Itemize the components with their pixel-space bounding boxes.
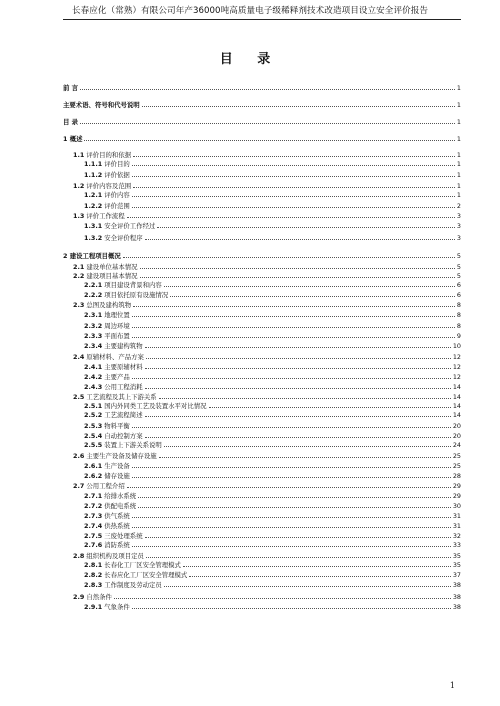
toc-leader-dots	[159, 456, 451, 458]
toc-leader-dots	[133, 305, 455, 307]
toc-entry-label	[84, 291, 168, 299]
toc-entry-number: 2.3.4	[84, 342, 103, 350]
toc-entry-text: 工艺流程简述	[104, 411, 143, 419]
toc-entry-number: 2.5	[73, 393, 85, 401]
toc-entry-text: 评价目的	[104, 160, 130, 168]
toc-leader-dots	[133, 155, 455, 157]
toc-entry-text: 组织机构及项目定员	[86, 552, 144, 560]
toc-entry-number: 2.5.3	[84, 422, 103, 430]
toc-entry-text: 装置上下游关系说明	[104, 441, 162, 449]
toc-entry-label	[84, 502, 136, 510]
toc-entry-label	[84, 522, 130, 530]
toc-entry-number: 2.6.1	[84, 462, 103, 470]
toc-entry-label	[84, 411, 143, 419]
toc-entry[interactable]	[63, 500, 461, 510]
toc-entry-number: 2.5.4	[84, 432, 103, 440]
toc-entry-page: 38	[452, 603, 461, 611]
toc-entry-text: 长春化工厂区安全管理模式	[104, 561, 181, 569]
toc-entry-page: 3	[456, 212, 461, 220]
toc-entry-label	[73, 353, 144, 361]
toc-entry-page: 32	[452, 532, 461, 540]
toc-entry[interactable]	[63, 250, 461, 260]
toc-entry-label	[84, 202, 130, 210]
toc-entry-page: 25	[452, 462, 461, 470]
page-title: 目 录	[219, 52, 281, 67]
toc-entry-text: 安全评价工作经过	[104, 222, 156, 230]
toc-entry-page: 20	[452, 432, 461, 440]
toc-entry-text: 项目依托原有设施情况	[104, 291, 169, 299]
toc-entry-label	[84, 332, 130, 340]
toc-entry-page: 10	[452, 342, 461, 350]
toc-entry-label	[84, 512, 130, 520]
toc-entry-page: 25	[452, 452, 461, 460]
toc-entry[interactable]	[63, 559, 461, 569]
toc-entry-page: 37	[452, 571, 461, 579]
toc-entry[interactable]	[63, 330, 461, 340]
toc-entry-page: 14	[452, 411, 461, 419]
toc-entry-page: 38	[452, 593, 461, 601]
toc-entry[interactable]	[63, 158, 461, 168]
toc-leader-dots	[127, 486, 451, 488]
toc-leader-dots	[145, 238, 455, 240]
toc-entry-page: 1	[456, 171, 461, 179]
toc-entry-page: 3	[456, 222, 461, 230]
toc-entry-label	[84, 492, 136, 500]
toc-entry[interactable]	[63, 361, 461, 371]
toc-leader-dots	[114, 597, 451, 599]
toc-entry-text: 供热系统	[104, 522, 130, 530]
toc-entry[interactable]	[63, 279, 461, 289]
toc-entry-page: 8	[456, 301, 461, 309]
toc-leader-dots	[157, 226, 455, 228]
toc-entry-number: 2.8.1	[84, 561, 103, 569]
toc-leader-dots	[159, 397, 451, 399]
toc-entry-text: 储存设施	[104, 472, 130, 480]
toc-entry-label	[84, 311, 130, 319]
toc-entry-number: 2.8.3	[84, 581, 103, 589]
toc-entry-label	[63, 84, 78, 92]
toc-entry-number: 2.5.1	[84, 402, 103, 410]
toc-entry-page: 1	[456, 84, 461, 92]
toc-leader-dots	[140, 267, 455, 269]
toc-entry-label	[84, 373, 130, 381]
toc-entry-text: 总图及建构筑物	[86, 301, 132, 309]
toc-entry-page: 1	[456, 135, 461, 143]
toc-leader-dots	[145, 436, 451, 438]
toc-entry[interactable]	[63, 189, 461, 199]
toc-leader-dots	[189, 575, 451, 577]
toc-entry-page: 35	[452, 552, 461, 560]
toc-entry-number: 2.7.4	[84, 522, 103, 530]
toc-entry[interactable]	[63, 409, 461, 419]
toc-leader-dots	[127, 216, 455, 218]
toc-entry-page: 8	[456, 322, 461, 330]
toc-entry-number: 2.4.2	[84, 373, 103, 381]
toc-leader-dots	[123, 256, 455, 258]
toc-entry[interactable]	[63, 470, 461, 480]
toc-entry-page: 1	[456, 160, 461, 168]
toc-entry-text: 主要原辅材料	[104, 363, 143, 371]
toc-leader-dots	[145, 387, 451, 389]
toc-entry-text: 给排水系统	[104, 492, 137, 500]
toc-entry-text: 评价范围	[104, 202, 130, 210]
toc-entry-text: 项目建设背景和内容	[104, 281, 162, 289]
toc-entry-text: 物料平衡	[104, 422, 130, 430]
toc-entry-label	[84, 160, 130, 168]
toc-entry-number: 2.9.1	[84, 603, 103, 611]
toc-entry-text: 建设项目基本情况	[86, 272, 138, 280]
toc-leader-dots	[132, 516, 451, 518]
toc-entry-label	[63, 135, 82, 143]
toc-entry-number: 1.3	[73, 212, 85, 220]
page-number: 1	[449, 681, 455, 690]
toc-entry-text: 主要产品	[104, 373, 130, 381]
toc-leader-dots	[164, 445, 451, 447]
toc-leader-dots	[183, 565, 451, 567]
running-header: 长春应化（常熟）有限公司年产36000吨高质量电子级稀释剂技术改造项目设立安全评价报告	[71, 6, 429, 16]
toc-leader-dots	[138, 496, 451, 498]
toc-entry-text: 安全评价程序	[104, 234, 143, 242]
toc-leader-dots	[80, 88, 455, 90]
toc-entry-label	[73, 301, 131, 309]
toc-entry-text: 评价内容及范围	[86, 182, 132, 190]
toc-leader-dots	[132, 426, 451, 428]
toc-entry-text: 消防系统	[104, 541, 130, 549]
toc-entry-number: 2.7.6	[84, 541, 103, 549]
toc-entry-text: 自然条件	[86, 593, 112, 601]
toc-entry-page: 5	[456, 263, 461, 271]
toc-entry-text: 周边环境	[104, 322, 130, 330]
toc-leader-dots	[80, 122, 455, 124]
toc-leader-dots	[132, 195, 455, 197]
toc-entry-number: 2.3	[73, 301, 85, 309]
toc-entry-page: 30	[452, 502, 461, 510]
toc-entry-page: 2	[456, 202, 461, 210]
toc-entry-page: 33	[452, 541, 461, 549]
toc-leader-dots	[164, 285, 455, 287]
toc-entry-label	[84, 603, 130, 611]
toc-entry-page: 1	[456, 118, 461, 126]
toc-entry-text: 国内外同类工艺及装置水平对比情况	[104, 402, 207, 410]
toc-entry-page: 5	[456, 252, 461, 260]
toc-leader-dots	[209, 406, 451, 408]
toc-entry-text: 供配电系统	[104, 502, 137, 510]
toc-entry-number: 2.9	[73, 593, 85, 601]
toc-leader-dots	[132, 545, 451, 547]
toc-entry-text: 主要建构筑物	[104, 342, 143, 350]
toc-entry-text: 工艺流程及其上下游关系	[86, 393, 157, 401]
toc-entry-number: 2.2.2	[84, 291, 103, 299]
toc-entry-text: 平面布置	[104, 332, 130, 340]
toc-leader-dots	[142, 105, 455, 107]
toc-entry-text: 概述	[69, 135, 83, 143]
toc-entry[interactable]	[63, 520, 461, 530]
toc-entry-text: 气象条件	[104, 603, 130, 611]
toc-entry-number: 2.7.3	[84, 512, 103, 520]
toc-entry-text: 地理位置	[104, 311, 130, 319]
toc-entry-page: 28	[452, 472, 461, 480]
toc-entry[interactable]	[63, 99, 461, 109]
toc-entry-number: 2.6.2	[84, 472, 103, 480]
toc-leader-dots	[140, 276, 455, 278]
toc-entry[interactable]	[63, 381, 461, 391]
toc-entry[interactable]	[63, 371, 461, 381]
toc-leader-dots	[164, 585, 451, 587]
toc-entry-page: 14	[452, 402, 461, 410]
toc-entry-number: 2.2	[73, 272, 85, 280]
toc-entry-label	[84, 281, 162, 289]
toc-entry-page: 29	[452, 482, 461, 490]
toc-entry[interactable]	[63, 232, 461, 242]
toc-entry[interactable]	[63, 591, 461, 601]
toc-leader-dots	[132, 175, 455, 177]
toc-entry-number: 2.8.2	[84, 571, 103, 579]
toc-entry-label	[84, 571, 187, 579]
toc-entry-label	[84, 383, 143, 391]
toc-entry-page: 14	[452, 393, 461, 401]
toc-entry-label	[73, 482, 125, 490]
toc-entry-number: 1.2.1	[84, 191, 103, 199]
toc-leader-dots	[145, 346, 451, 348]
toc-entry[interactable]	[63, 439, 461, 449]
toc-leader-dots	[170, 295, 455, 297]
toc-entry-page: 31	[452, 522, 461, 530]
toc-entry-page: 1	[456, 182, 461, 190]
toc-entry[interactable]	[63, 200, 461, 210]
toc-entry-number: 2.2.1	[84, 281, 103, 289]
toc-entry-number: 2.3.3	[84, 332, 103, 340]
toc-entry-text: 工作制度及劳动定员	[104, 581, 162, 589]
toc-entry[interactable]	[63, 289, 461, 299]
toc-leader-dots	[132, 476, 451, 478]
toc-entry[interactable]	[63, 460, 461, 470]
toc-entry-number: 2.7	[73, 482, 85, 490]
toc-entry-text: 供气系统	[104, 512, 130, 520]
toc-entry[interactable]	[63, 82, 461, 92]
toc-entry-text: 生产设备	[104, 462, 130, 470]
toc-entry-page: 38	[452, 581, 461, 589]
toc-entry[interactable]	[63, 539, 461, 549]
toc-entry-number: 2.7.2	[84, 502, 103, 510]
toc-entry-number: 2.7.1	[84, 492, 103, 500]
toc-leader-dots	[132, 164, 455, 166]
toc-leader-dots	[145, 536, 451, 538]
header-rule	[63, 19, 461, 20]
toc-entry-page: 35	[452, 561, 461, 569]
toc-entry-page: 6	[456, 281, 461, 289]
toc-entry[interactable]	[63, 601, 461, 611]
toc-entry-number: 1.3.1	[84, 222, 103, 230]
toc-leader-dots	[132, 326, 455, 328]
toc-entry-number: 1.1.1	[84, 160, 103, 168]
toc-entry-page: 31	[452, 512, 461, 520]
toc-entry-number: 1.1.2	[84, 171, 103, 179]
toc-entry-label	[84, 363, 143, 371]
toc-entry[interactable]	[63, 210, 461, 220]
toc-entry-text: 长春应化工厂区安全管理模式	[104, 571, 188, 579]
toc-entry-page: 14	[452, 383, 461, 391]
toc-entry[interactable]	[63, 450, 461, 460]
toc-entry-number: 2.1	[73, 263, 85, 271]
toc-entry-page: 29	[452, 492, 461, 500]
toc-entry-label	[84, 322, 130, 330]
toc-entry-page: 12	[452, 363, 461, 371]
toc-leader-dots	[132, 377, 451, 379]
toc-entry-page: 1	[456, 151, 461, 159]
toc-entry-label	[84, 191, 130, 199]
toc-entry-number: 2.3.2	[84, 322, 103, 330]
toc-entry-text: 原辅材料、产品方案	[86, 353, 144, 361]
toc-entry-page: 12	[452, 353, 461, 361]
toc-entry-text: 目 录	[63, 118, 79, 126]
toc-entry-label	[84, 422, 130, 430]
toc-entry-text: 公用工程消耗	[104, 383, 143, 391]
toc-entry-label	[73, 212, 125, 220]
toc-entry-label	[63, 118, 78, 126]
toc-entry-text: 建设单位基本情况	[86, 263, 138, 271]
toc-entry-label	[63, 101, 140, 109]
toc-entry[interactable]	[63, 420, 461, 430]
toc-entry-page: 1	[456, 191, 461, 199]
toc-entry-label	[63, 252, 121, 260]
toc-entry[interactable]	[63, 340, 461, 350]
toc-entry-page: 6	[456, 291, 461, 299]
toc-leader-dots	[132, 607, 451, 609]
toc-leader-dots	[145, 415, 451, 417]
toc-entry[interactable]	[63, 220, 461, 230]
toc-entry-text: 公用工程介绍	[86, 482, 125, 490]
toc-entry-page: 12	[452, 373, 461, 381]
toc-entry[interactable]	[63, 299, 461, 309]
toc-entry-text: 主要术语、符号和代号说明	[63, 101, 140, 109]
toc-leader-dots	[132, 315, 455, 317]
toc-entry-label	[84, 472, 130, 480]
toc-entry-label	[84, 462, 130, 470]
toc-entry-page: 1	[456, 101, 461, 109]
toc-entry[interactable]	[63, 579, 461, 589]
toc-entry-text: 三废处理系统	[104, 532, 143, 540]
toc-entry-label	[84, 222, 155, 230]
toc-entry-number: 2.8	[73, 552, 85, 560]
toc-leader-dots	[146, 357, 451, 359]
toc-entry-number: 1.3.2	[84, 234, 103, 242]
toc-entry[interactable]	[63, 510, 461, 520]
toc-entry-number: 2.4	[73, 353, 85, 361]
toc-entry[interactable]	[63, 480, 461, 490]
toc-entry-page: 20	[452, 422, 461, 430]
toc-entry-number: 1.2	[73, 182, 85, 190]
toc-entry-page: 3	[456, 234, 461, 242]
toc-entry-number: 1	[63, 135, 68, 143]
toc-entry-number: 2.4.1	[84, 363, 103, 371]
toc-entry-text: 评价目的和依据	[86, 151, 132, 159]
toc-entry-text: 主要生产设备及储存设施	[86, 452, 157, 460]
toc-entry[interactable]	[63, 169, 461, 179]
toc-leader-dots	[138, 506, 451, 508]
toc-entry-text: 评价内容	[104, 191, 130, 199]
toc-entry-label	[84, 342, 143, 350]
toc-entry-label	[84, 171, 130, 179]
toc-entry-number: 2.4.3	[84, 383, 103, 391]
toc-entry[interactable]	[63, 133, 461, 143]
toc-entry-label	[84, 441, 162, 449]
toc-entry[interactable]	[63, 351, 461, 361]
toc-leader-dots	[132, 336, 455, 338]
toc-entry-number: 2.3.1	[84, 311, 103, 319]
toc-entry-number: 1.1	[73, 151, 85, 159]
toc-entry-label	[73, 452, 157, 460]
toc-entry-page: 24	[452, 441, 461, 449]
toc-entry-label	[84, 541, 130, 549]
toc-entry-label	[84, 561, 181, 569]
toc-entry-number: 1.2.2	[84, 202, 103, 210]
toc-entry[interactable]	[63, 309, 461, 319]
toc-leader-dots	[132, 526, 451, 528]
toc-entry-label	[73, 593, 112, 601]
toc-entry-page: 5	[456, 272, 461, 280]
toc-entry-text: 前 言	[63, 84, 79, 92]
toc-leader-dots	[132, 206, 455, 208]
toc-entry[interactable]	[63, 490, 461, 500]
toc-entry[interactable]	[63, 320, 461, 330]
toc-entry-number: 2.5.2	[84, 411, 103, 419]
toc-entry-text: 评价工作流程	[86, 212, 125, 220]
toc-entry[interactable]	[63, 116, 461, 126]
toc-leader-dots	[133, 186, 455, 188]
toc-entry[interactable]	[63, 569, 461, 579]
toc-entry-label	[84, 581, 162, 589]
toc-leader-dots	[146, 556, 451, 558]
toc-entry-label	[84, 234, 143, 242]
toc-leader-dots	[145, 367, 451, 369]
toc-entry-number: 2.5.5	[84, 441, 103, 449]
toc-entry-number: 2.7.5	[84, 532, 103, 540]
toc-leader-dots	[132, 466, 451, 468]
toc-entry-number: 2.6	[73, 452, 85, 460]
toc-entry-text: 建设工程项目概况	[69, 252, 121, 260]
toc-leader-dots	[84, 139, 454, 141]
toc-entry-page: 8	[456, 311, 461, 319]
toc-entry-page: 9	[456, 332, 461, 340]
toc-entry-number: 2	[63, 252, 68, 260]
toc-entry-text: 自动控制方案	[104, 432, 143, 440]
toc-entry-text: 评价依据	[104, 171, 130, 179]
